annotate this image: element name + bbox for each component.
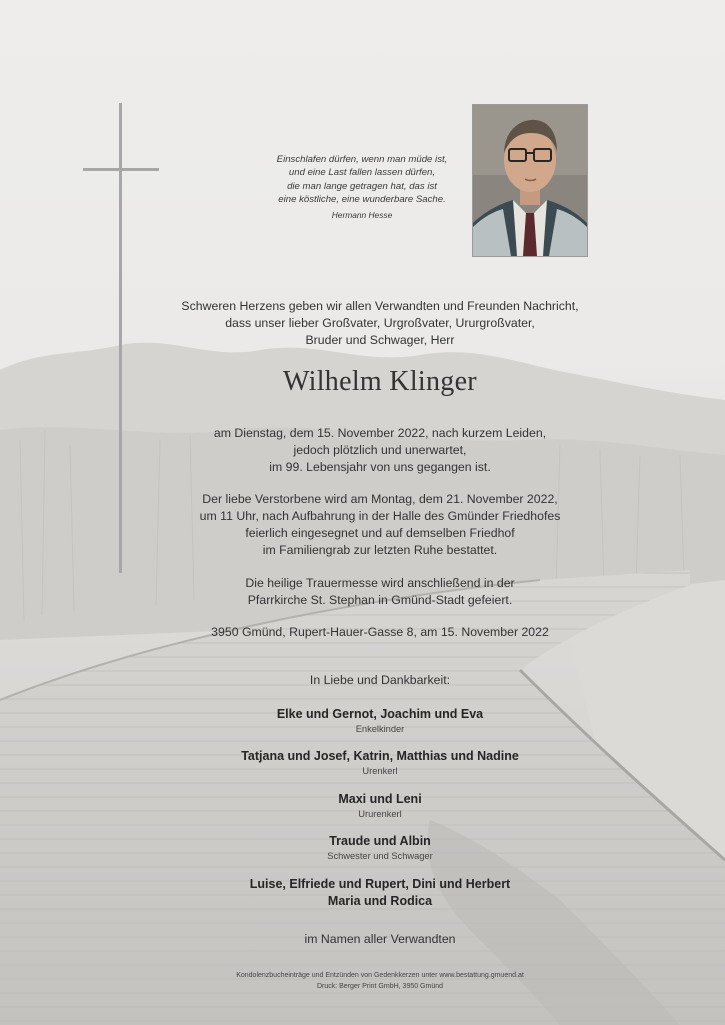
death-text bbox=[110, 425, 650, 476]
mourner-names: Maxi und Leni bbox=[338, 792, 422, 806]
mourner-names: Luise, Elfriede und Rupert, Dini und Herbert bbox=[249, 877, 511, 891]
footer-print: Druck: Berger Print GmbH, 3950 Gmünd bbox=[316, 983, 444, 990]
mourner-group bbox=[110, 748, 650, 777]
quote bbox=[262, 153, 462, 222]
closing-line: im Namen aller Verwandten bbox=[304, 932, 456, 946]
gratitude-line: In Liebe und Dankbarkeit: bbox=[309, 673, 451, 687]
quote-line: die man lange getragen hat, das ist bbox=[287, 180, 437, 192]
mourner-names: Tatjana und Josef, Katrin, Matthias und Nadine bbox=[241, 749, 519, 763]
intro-line: dass unser lieber Großvater, Urgroßvater, Ururgroßvater, bbox=[225, 316, 535, 330]
death-line: jedoch plötzlich und unerwartet, bbox=[293, 443, 467, 457]
mourner-names: Maria und Rodica bbox=[327, 894, 433, 908]
mourner-group bbox=[110, 876, 650, 910]
mourner-group bbox=[110, 706, 650, 735]
mourner-group bbox=[110, 833, 650, 862]
funeral-line: feierlich eingesegnet und auf demselben Friedhof bbox=[245, 526, 515, 540]
funeral-text bbox=[110, 491, 650, 559]
cross-horizontal-bar bbox=[83, 168, 159, 171]
quote-line: eine köstliche, eine wunderbare Sache. bbox=[278, 194, 446, 206]
funeral-line: im Familiengrab zur letzten Ruhe bestattet. bbox=[262, 543, 498, 557]
mourner-group bbox=[110, 791, 650, 820]
intro-line: Bruder und Schwager, Herr bbox=[305, 333, 455, 347]
mourner-role: Enkelkinder bbox=[355, 724, 405, 734]
mass-text bbox=[110, 575, 650, 609]
place-date: 3950 Gmünd, Rupert-Hauer-Gasse 8, am 15. November 2022 bbox=[211, 625, 549, 639]
footer-condolence: Kondolenzbucheinträge und Entzünden von Gedenkkerzen unter www.bestattung.gmuend.at bbox=[236, 972, 524, 979]
deceased-name: Wilhelm Klinger bbox=[283, 366, 477, 397]
mass-line: Pfarrkirche St. Stephan in Gmünd-Stadt gefeiert. bbox=[247, 593, 513, 607]
quote-line: und eine Last fallen lassen dürfen, bbox=[288, 167, 436, 179]
mourner-names: Elke und Gernot, Joachim und Eva bbox=[276, 707, 484, 721]
mass-line: Die heilige Trauermesse wird anschließend in der bbox=[245, 576, 515, 590]
funeral-line: Der liebe Verstorbene wird am Montag, dem 21. November 2022, bbox=[202, 492, 558, 506]
funeral-line: um 11 Uhr, nach Aufbahrung in der Halle des Gmünder Friedhofes bbox=[199, 509, 561, 523]
portrait-photo bbox=[472, 104, 588, 257]
intro-text bbox=[110, 298, 650, 349]
mourner-role: Schwester und Schwager bbox=[327, 851, 433, 861]
death-line: im 99. Lebensjahr von uns gegangen ist. bbox=[269, 460, 491, 474]
quote-line: Einschlafen dürfen, wenn man müde ist, bbox=[276, 154, 448, 165]
intro-line: Schweren Herzens geben wir allen Verwandten und Freunden Nachricht, bbox=[181, 299, 579, 313]
mourner-names: Traude und Albin bbox=[329, 834, 431, 848]
footer bbox=[110, 970, 650, 992]
death-line: am Dienstag, dem 15. November 2022, nach kurzem Leiden, bbox=[213, 426, 547, 440]
quote-author: Hermann Hesse bbox=[331, 209, 393, 220]
mourner-role: Ururenkerl bbox=[358, 809, 402, 819]
mourner-role: Urenkerl bbox=[362, 766, 398, 776]
